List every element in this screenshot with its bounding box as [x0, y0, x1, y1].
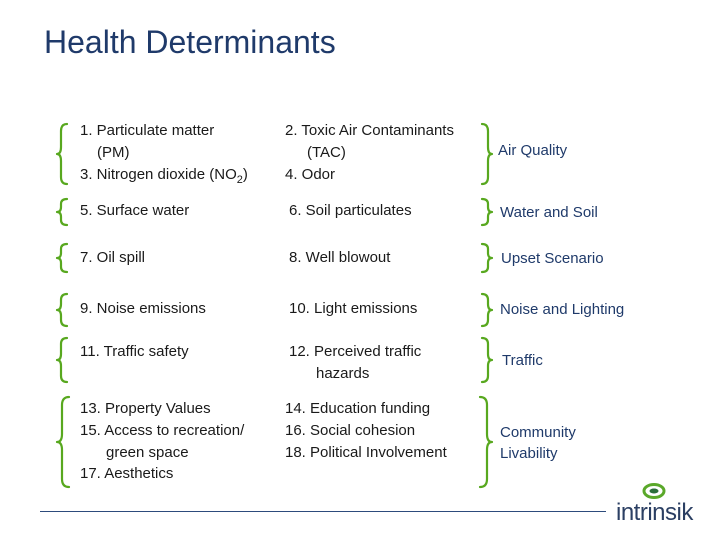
item-political-involvement: 18. Political Involvement [285, 444, 447, 461]
item-aesthetics: 17. Aesthetics [80, 465, 174, 482]
item-perceived-traffic: 12. Perceived traffic [289, 343, 422, 360]
item-pm-abbrev: (PM) [97, 144, 130, 161]
item-toxic-air: 2. Toxic Air Contaminants [285, 122, 454, 139]
left-brace-noise [57, 293, 69, 327]
left-brace-traffic [57, 337, 69, 383]
category-community-line1: Community [500, 424, 576, 441]
item-traffic-safety: 11. Traffic safety [80, 343, 189, 360]
item-particulate-matter: 1. Particulate matter [80, 122, 215, 139]
left-brace-water [57, 198, 69, 226]
item-surface-water: 5. Surface water [80, 202, 190, 219]
row-air-left [80, 120, 248, 191]
item-social-cohesion: 16. Social cohesion [285, 422, 416, 439]
item-well-blowout: 8. Well blowout [289, 249, 391, 266]
item-nitrogen-dioxide: 3. Nitrogen dioxide $(NO_2)$ [80, 166, 248, 186]
item-tac-abbrev: (TAC) [307, 144, 346, 161]
row-traffic-right [289, 341, 421, 385]
item-odor: 4. Odor [285, 166, 336, 183]
right-brace-upset [480, 243, 492, 273]
category-water-soil: Water and Soil [500, 204, 598, 221]
category-traffic: Traffic [502, 352, 543, 369]
item-education-funding: 14. Education funding [285, 400, 431, 417]
item-hazards: hazards [316, 365, 370, 382]
item-soil-particulates: 6. Soil particulates [289, 202, 412, 219]
left-brace-community [57, 396, 71, 488]
category-community-livability [500, 422, 576, 464]
right-brace-water [480, 198, 492, 226]
item-noise-emissions: 9. Noise emissions [80, 300, 206, 317]
right-brace-air [480, 123, 492, 185]
right-brace-community [478, 396, 492, 488]
row-community-left [80, 398, 244, 485]
intrinsik-logo [616, 483, 712, 529]
category-air-quality: Air Quality [498, 142, 568, 159]
category-upset-scenario: Upset Scenario [501, 250, 604, 267]
logo-wordmark: intrinsik [616, 499, 693, 526]
row-community-right [285, 398, 447, 464]
footer-rule [40, 511, 606, 512]
item-green-space: green space [106, 444, 189, 461]
item-property-values: 13. Property Values [80, 400, 211, 417]
category-community-line2: Livability [500, 445, 558, 462]
row-air-right [285, 120, 454, 186]
item-access-recreation: 15. Access to recreation/ [80, 422, 245, 439]
category-noise-lighting: Noise and Lighting [500, 301, 625, 318]
page-title: Health Determinants [44, 24, 336, 60]
item-light-emissions: 10. Light emissions [289, 300, 418, 317]
left-brace-air [57, 123, 69, 185]
left-brace-upset [57, 243, 69, 273]
logo-ring-icon [642, 483, 666, 499]
right-brace-noise [480, 293, 492, 327]
item-oil-spill: 7. Oil spill [80, 249, 146, 266]
right-brace-traffic [480, 337, 492, 383]
